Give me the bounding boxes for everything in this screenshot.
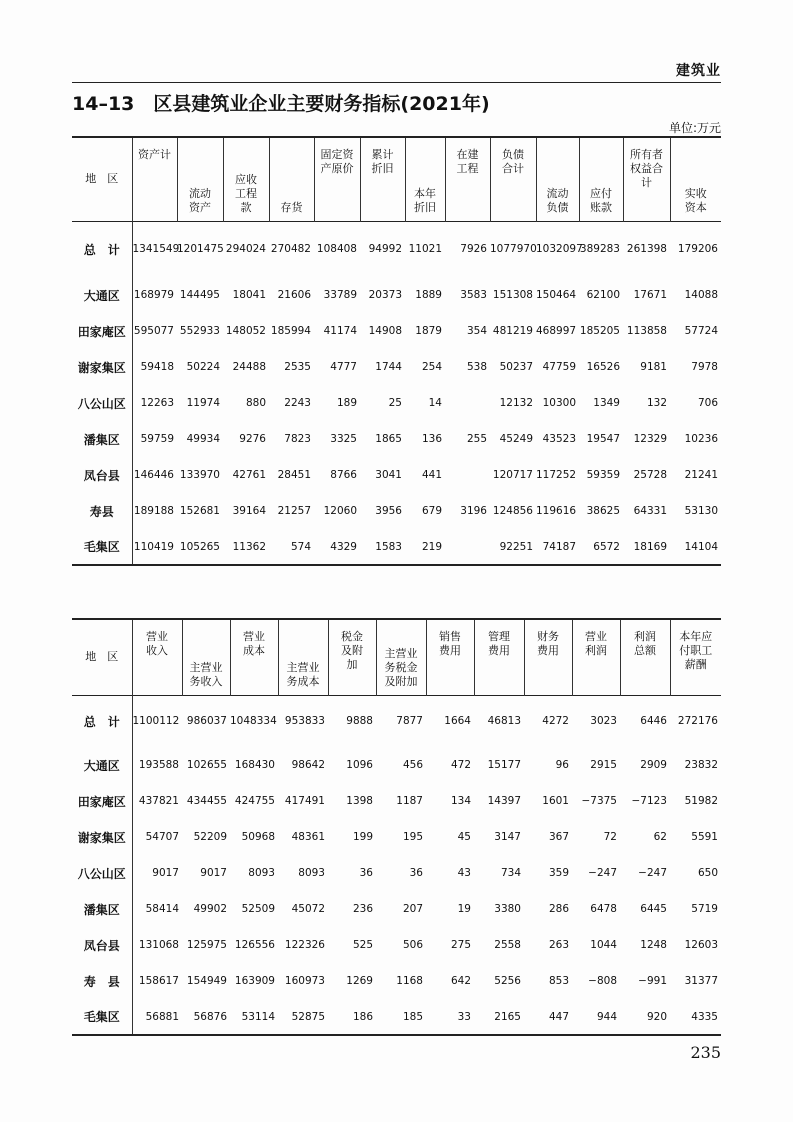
table-cell: 12132 <box>499 397 533 409</box>
table-cell: 193588 <box>132 747 182 783</box>
table-cell: 294024 <box>225 243 266 256</box>
row-region-label: 潘集区 <box>83 432 120 447</box>
table-cell: 21606 <box>277 289 311 301</box>
table-cell: 10300 <box>542 397 576 409</box>
table-cell: 108408 <box>316 243 357 256</box>
header-current-liabilities: 流动 负债 <box>536 137 579 221</box>
table-row <box>72 313 721 349</box>
table-cell: 168430 <box>234 759 275 771</box>
header-total-profit: 利润 总额 <box>620 619 670 695</box>
table-cell: 207 <box>402 903 423 915</box>
table-cell: −7123 <box>631 795 667 807</box>
table-cell: 136 <box>421 433 442 445</box>
table-cell: 14908 <box>368 325 402 337</box>
table-cell: 953833 <box>284 715 325 728</box>
table-cell: 255 <box>466 433 487 445</box>
table-cell: 5256 <box>494 975 521 987</box>
table-row <box>72 493 721 529</box>
table-cell: 119616 <box>536 505 577 517</box>
table-cell: 2165 <box>494 1010 521 1023</box>
table-cell: 3325 <box>330 433 357 445</box>
table-cell: 18041 <box>232 289 266 301</box>
table-cell: 20373 <box>368 289 402 301</box>
table-cell: 574 <box>290 540 311 553</box>
page-number: 235 <box>690 1043 721 1062</box>
table-cell: 1032097 <box>536 243 583 256</box>
table-cell: 481219 <box>492 325 533 337</box>
table-cell: 45249 <box>499 433 533 445</box>
table-cell: 506 <box>402 939 423 951</box>
table-cell: 43523 <box>542 433 576 445</box>
table-cell: 236 <box>352 903 373 915</box>
table-cell: 23832 <box>684 759 718 771</box>
table-cell: 4272 <box>542 715 569 728</box>
table-cell: 642 <box>450 975 471 987</box>
table-cell: 424755 <box>234 795 275 807</box>
table-cell: 4335 <box>691 1010 718 1023</box>
table-cell: 286 <box>548 903 569 915</box>
table-cell: 1865 <box>375 433 402 445</box>
table-cell: 1664 <box>444 715 471 728</box>
table-cell: 59418 <box>132 349 177 385</box>
table-cell: 14104 <box>684 540 718 553</box>
table-cell: 120717 <box>492 469 533 481</box>
table-cell: 113858 <box>626 325 667 337</box>
table-cell <box>445 529 490 565</box>
header-liabilities: 负债 合计 <box>490 137 536 221</box>
table-cell: 54707 <box>132 819 182 855</box>
table-cell: 5591 <box>691 831 718 843</box>
table-row <box>72 221 721 277</box>
table-cell: 132 <box>646 397 667 409</box>
table-cell: 158617 <box>132 963 182 999</box>
table-cell: 456 <box>402 759 423 771</box>
table-cell: 2909 <box>640 759 667 771</box>
table-cell: 199 <box>352 831 373 843</box>
table-cell: 734 <box>500 867 521 879</box>
table-cell: 94992 <box>368 243 402 256</box>
table-cell: 6446 <box>640 715 667 728</box>
table-cell: 3583 <box>460 289 487 301</box>
table-cell: 417491 <box>284 795 325 807</box>
table-row <box>72 891 721 927</box>
table-cell: 62100 <box>586 289 620 301</box>
table-cell: 8766 <box>330 469 357 481</box>
table-cell: 126556 <box>234 939 275 951</box>
table-cell: 48361 <box>291 831 325 843</box>
row-region-label: 寿 县 <box>83 974 120 989</box>
table-row <box>72 819 721 855</box>
table-cell: 468997 <box>536 325 577 337</box>
table-cell: 6572 <box>593 540 620 553</box>
table-row <box>72 277 721 313</box>
table-cell: 53130 <box>684 505 718 517</box>
table-cell <box>445 457 490 493</box>
table-cell: 920 <box>646 1010 667 1023</box>
table-cell: 441 <box>421 469 442 481</box>
table-cell: 9017 <box>200 867 227 879</box>
table-cell: 389283 <box>579 243 620 256</box>
table-cell: 125975 <box>186 939 227 951</box>
row-region-label: 凤台县 <box>83 468 120 483</box>
table-cell: 134 <box>450 795 471 807</box>
table-cell: 98642 <box>291 759 325 771</box>
table-cell: 189 <box>336 397 357 409</box>
balance-sheet-table <box>72 136 721 566</box>
row-region-label: 潘集区 <box>83 902 120 917</box>
table-cell: 148052 <box>225 325 266 337</box>
row-region-label: 田家庵区 <box>77 324 126 339</box>
table-cell: 275 <box>450 939 471 951</box>
table-cell: 359 <box>548 867 569 879</box>
header-region: 地 区 <box>85 650 119 664</box>
table-cell: 124856 <box>492 505 533 517</box>
table-cell: −247 <box>638 867 667 879</box>
header-sales-expense: 销售 费用 <box>426 619 474 695</box>
table-cell: 19 <box>457 903 471 915</box>
row-region-label: 大通区 <box>83 758 120 773</box>
table-cell: 36 <box>359 867 373 879</box>
table-cell: 3956 <box>375 505 402 517</box>
table-cell: 7926 <box>460 243 487 256</box>
table-cell: 3041 <box>375 469 402 481</box>
table-cell: 50237 <box>499 361 533 373</box>
table-cell: 679 <box>421 505 442 517</box>
table-cell: 146446 <box>132 457 177 493</box>
table-cell: 354 <box>466 325 487 337</box>
table-row <box>72 695 721 747</box>
table-cell: 131068 <box>132 927 182 963</box>
table-cell: 45 <box>457 831 471 843</box>
table-cell: 16526 <box>586 361 620 373</box>
table-cell: 2558 <box>494 939 521 951</box>
header-paid-capital: 实收 资本 <box>670 137 721 221</box>
table-cell: 9888 <box>346 715 373 728</box>
table-cell: 1201475 <box>177 243 224 256</box>
table-cell: 59759 <box>132 421 177 457</box>
header-current-assets: 流动 资产 <box>177 137 223 221</box>
table-cell: 525 <box>352 939 373 951</box>
table-cell: 122326 <box>284 939 325 951</box>
header-rule <box>72 82 721 83</box>
row-region-label: 毛集区 <box>83 540 120 554</box>
table-cell: 3380 <box>494 903 521 915</box>
header-main-revenue: 主营业 务收入 <box>182 619 230 695</box>
header-admin-expense: 管理 费用 <box>474 619 524 695</box>
table-cell: 272176 <box>677 715 718 728</box>
table-cell: 195 <box>402 831 423 843</box>
table-cell: −7375 <box>581 795 617 807</box>
table-cell: 367 <box>548 831 569 843</box>
table-cell: 944 <box>596 1010 617 1023</box>
row-region-label: 寿县 <box>89 504 114 519</box>
table-cell: 38625 <box>586 505 620 517</box>
table-row <box>72 349 721 385</box>
table-cell: −247 <box>588 867 617 879</box>
row-region-label: 谢家集区 <box>77 830 126 845</box>
table-cell: 263 <box>548 939 569 951</box>
header-tax: 税金 及附 加 <box>328 619 376 695</box>
table-cell: 1048334 <box>230 715 277 728</box>
table-cell: 186 <box>352 1010 373 1023</box>
table-cell: 53114 <box>241 1010 275 1023</box>
table-row <box>72 927 721 963</box>
table-cell: 1879 <box>415 325 442 337</box>
table-cell: 7823 <box>284 433 311 445</box>
table-cell: 1096 <box>346 759 373 771</box>
row-region-label: 八公山区 <box>77 396 126 411</box>
header-main-tax: 主营业 务税金 及附加 <box>376 619 426 695</box>
table-cell: 19547 <box>586 433 620 445</box>
table-cell: 595077 <box>132 313 177 349</box>
table-row <box>72 421 721 457</box>
header-wages: 本年应 付职工 薪酬 <box>670 619 721 695</box>
table-cell: 56881 <box>132 999 182 1035</box>
table-cell: 33789 <box>323 289 357 301</box>
row-region-label: 总 计 <box>83 714 120 729</box>
table-cell: 57724 <box>684 325 718 337</box>
table-cell: 31377 <box>684 975 718 987</box>
section-label: 建筑业 <box>676 63 721 79</box>
table-cell: 8093 <box>248 867 275 879</box>
table-cell: 185994 <box>270 325 311 337</box>
table-cell: 59359 <box>586 469 620 481</box>
table-cell: −808 <box>588 975 617 987</box>
row-region-label: 八公山区 <box>77 866 126 881</box>
table-cell: 880 <box>245 397 266 409</box>
table-cell: 1889 <box>415 289 442 301</box>
table-cell: 179206 <box>677 243 718 256</box>
table-row <box>72 529 721 565</box>
table-cell: 3147 <box>494 831 521 843</box>
row-region-label: 总 计 <box>83 242 120 257</box>
header-main-cost: 主营业 务成本 <box>278 619 328 695</box>
table-cell: 56876 <box>193 1010 227 1023</box>
table-cell: 52509 <box>241 903 275 915</box>
table-cell: 14397 <box>487 795 521 807</box>
table-cell: 42761 <box>232 469 266 481</box>
row-region-label: 毛集区 <box>83 1010 120 1024</box>
table-cell: 58414 <box>132 891 182 927</box>
table-cell: 33 <box>457 1010 471 1023</box>
table-cell: 434455 <box>186 795 227 807</box>
table-cell: 9017 <box>132 855 182 891</box>
table-cell: 5719 <box>691 903 718 915</box>
table-cell <box>445 385 490 421</box>
table-cell: 25 <box>388 397 402 409</box>
table-cell: 52875 <box>291 1010 325 1023</box>
table-cell: 102655 <box>186 759 227 771</box>
table-cell: 4329 <box>330 540 357 553</box>
table-cell: 46813 <box>487 715 521 728</box>
table-cell: 49902 <box>193 903 227 915</box>
table-cell: 219 <box>421 540 442 553</box>
table-cell: 261398 <box>626 243 667 256</box>
table-cell: 650 <box>697 867 718 879</box>
table-cell: 25728 <box>633 469 667 481</box>
table-cell: 18169 <box>633 540 667 553</box>
table-cell: 12060 <box>323 505 357 517</box>
table-cell: 163909 <box>234 975 275 987</box>
header-operating-profit: 营业 利润 <box>572 619 620 695</box>
table-cell: 552933 <box>179 325 220 337</box>
table-cell: 11974 <box>186 397 220 409</box>
table-cell: 96 <box>555 759 569 771</box>
table-cell: 49934 <box>186 433 220 445</box>
header-equity: 所有者 权益合 计 <box>623 137 670 221</box>
table-cell: 3196 <box>460 505 487 517</box>
table-cell: 92251 <box>499 540 533 553</box>
table-cell: 21241 <box>684 469 718 481</box>
table-row <box>72 963 721 999</box>
row-region-label: 田家庵区 <box>77 794 126 809</box>
table-cell: 437821 <box>132 783 182 819</box>
table-cell: 2243 <box>284 397 311 409</box>
table-cell: 117252 <box>536 469 577 481</box>
table-cell: 39164 <box>232 505 266 517</box>
table-cell: 72 <box>603 831 617 843</box>
table-cell: 45072 <box>291 903 325 915</box>
table-cell: 51982 <box>684 795 718 807</box>
table-cell: 447 <box>548 1010 569 1023</box>
table-cell: 110419 <box>132 529 177 565</box>
table-cell: 14 <box>428 397 442 409</box>
page-title: 14–13 区县建筑业企业主要财务指标(2021年) <box>72 93 490 115</box>
table-cell: 160973 <box>284 975 325 987</box>
table-cell: 52209 <box>193 831 227 843</box>
table-cell: 43 <box>457 867 471 879</box>
table-cell: 1744 <box>375 361 402 373</box>
table-row <box>72 457 721 493</box>
table-cell: 11362 <box>232 540 266 553</box>
table-cell: 154949 <box>186 975 227 987</box>
table-cell: 538 <box>466 361 487 373</box>
table-cell: 152681 <box>179 505 220 517</box>
table-cell: 1341549 <box>132 221 177 277</box>
table-cell: 17671 <box>633 289 667 301</box>
table-cell: 7978 <box>691 361 718 373</box>
table-cell: 28451 <box>277 469 311 481</box>
table-cell: 144495 <box>179 289 220 301</box>
table-cell: 1248 <box>640 939 667 951</box>
table-cell: 3023 <box>590 715 617 728</box>
table-cell: 1398 <box>346 795 373 807</box>
table-cell: 472 <box>450 759 471 771</box>
table-cell: 105265 <box>179 540 220 553</box>
table-cell: 150464 <box>536 289 577 301</box>
table-cell: 10236 <box>684 433 718 445</box>
table-cell: 168979 <box>132 277 177 313</box>
table-cell: 1601 <box>542 795 569 807</box>
table-cell: 1100112 <box>132 695 182 747</box>
table-cell: 254 <box>421 361 442 373</box>
header-fixed-assets: 固定资 产原价 <box>314 137 360 221</box>
header-inventory: 存货 <box>269 137 314 221</box>
table-cell: 50968 <box>241 831 275 843</box>
header-total-assets: 资产计 <box>132 137 177 221</box>
table-cell: 24488 <box>232 361 266 373</box>
table-cell: 986037 <box>186 715 227 728</box>
table-cell: 1168 <box>396 975 423 987</box>
table-cell: 4777 <box>330 361 357 373</box>
table-cell: 36 <box>409 867 423 879</box>
unit-label: 单位:万元 <box>668 121 721 135</box>
row-region-label: 大通区 <box>83 288 120 303</box>
row-region-label: 谢家集区 <box>77 360 126 375</box>
table-row <box>72 855 721 891</box>
table-cell: 12603 <box>684 939 718 951</box>
header-region: 地 区 <box>85 172 119 186</box>
table-cell: 41174 <box>323 325 357 337</box>
table-cell: 151308 <box>492 289 533 301</box>
header-revenue: 营业 收入 <box>132 619 182 695</box>
table-cell: 7877 <box>396 715 423 728</box>
table-cell: 74187 <box>542 540 576 553</box>
table-cell: 12263 <box>132 385 177 421</box>
header-finance-expense: 财务 费用 <box>524 619 572 695</box>
header-year-depreciation: 本年 折旧 <box>405 137 445 221</box>
table-cell: 14088 <box>684 289 718 301</box>
table-cell: 50224 <box>186 361 220 373</box>
table-row <box>72 783 721 819</box>
table-cell: 64331 <box>633 505 667 517</box>
table-cell: 189188 <box>132 493 177 529</box>
table-cell: 1187 <box>396 795 423 807</box>
table-cell: 62 <box>653 831 667 843</box>
header-construction: 在建 工程 <box>445 137 490 221</box>
table-row <box>72 385 721 421</box>
table-cell: 1077970 <box>490 243 537 256</box>
table-cell: 706 <box>697 397 718 409</box>
header-cost: 营业 成本 <box>230 619 278 695</box>
header-payables: 应付 账款 <box>579 137 623 221</box>
table-cell: 1349 <box>593 397 620 409</box>
table-cell: 1269 <box>346 975 373 987</box>
row-region-label: 凤台县 <box>83 938 120 953</box>
table-cell: 1044 <box>590 939 617 951</box>
header-receivables: 应收 工程 款 <box>223 137 269 221</box>
table-cell: 8093 <box>298 867 325 879</box>
table-cell: 9276 <box>239 433 266 445</box>
table-cell: 1583 <box>375 540 402 553</box>
table-row <box>72 747 721 783</box>
table-cell: 270482 <box>270 243 311 256</box>
table-cell: 47759 <box>542 361 576 373</box>
table-cell: 133970 <box>179 469 220 481</box>
table-cell: −991 <box>638 975 667 987</box>
table-cell: 15177 <box>487 759 521 771</box>
table-cell: 2535 <box>284 361 311 373</box>
header-accumulated-depreciation: 累计 折旧 <box>360 137 405 221</box>
table-cell: 12329 <box>633 433 667 445</box>
income-statement-table <box>72 618 721 1036</box>
table-cell: 185 <box>402 1010 423 1023</box>
table-cell: 6478 <box>590 903 617 915</box>
table-row <box>72 999 721 1035</box>
table-cell: 185205 <box>579 325 620 337</box>
table-cell: 11021 <box>408 243 442 256</box>
table-cell: 21257 <box>277 505 311 517</box>
table-cell: 9181 <box>640 361 667 373</box>
table-cell: 2915 <box>590 759 617 771</box>
table-cell: 6445 <box>640 903 667 915</box>
table-cell: 853 <box>548 975 569 987</box>
